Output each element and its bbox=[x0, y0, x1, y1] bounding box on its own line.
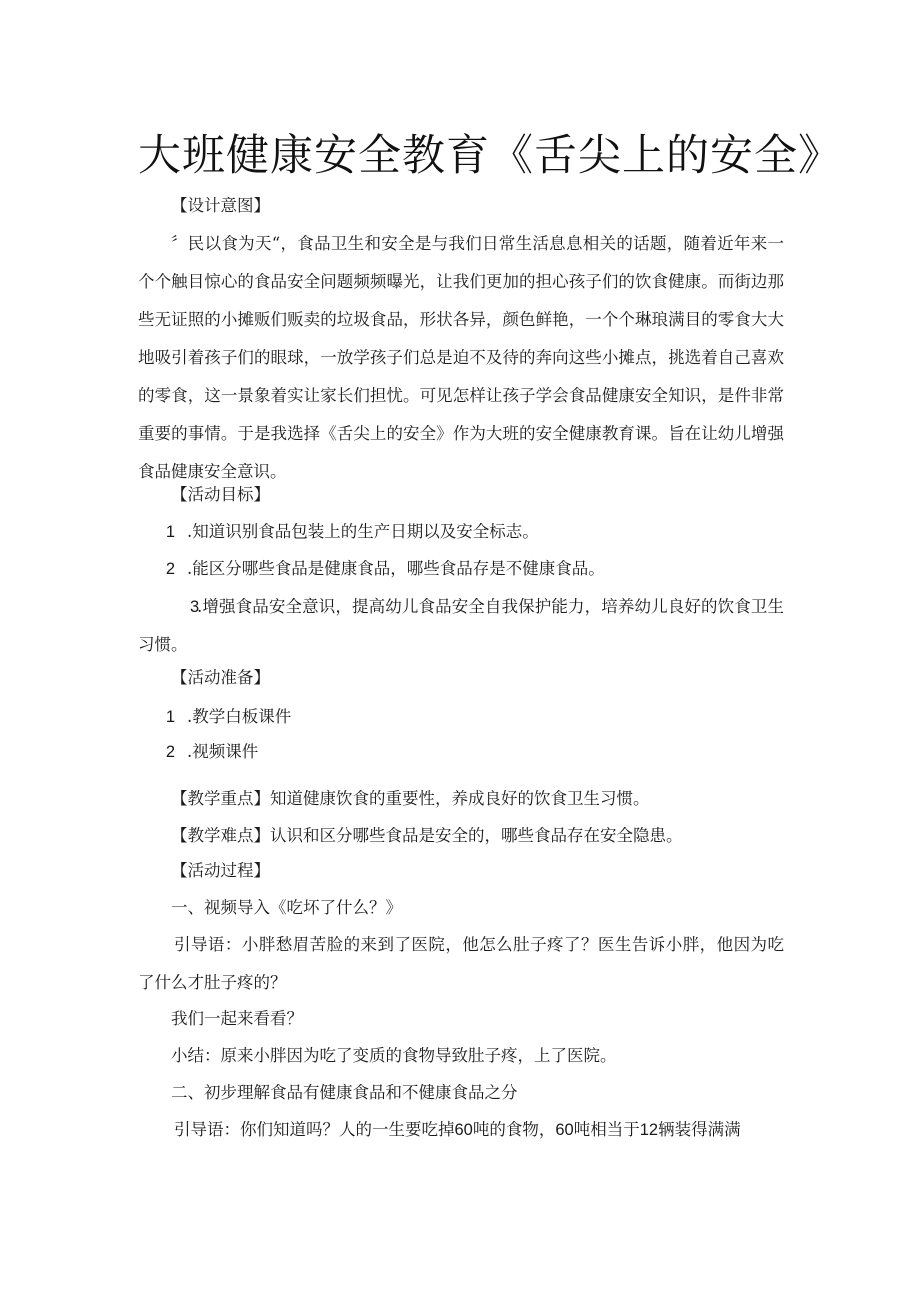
section2-intro-text: 吨相当于 bbox=[573, 1120, 640, 1139]
preparation-item bbox=[154, 698, 800, 736]
goal-text: .能区分哪些食品是健康食品，哪些食品存是不健康食品。 bbox=[187, 559, 605, 578]
section2-intro-text: 辆装得满满 bbox=[658, 1120, 741, 1139]
key-point-label: 【教学重点】 bbox=[171, 789, 270, 808]
process-heading: 【活动过程】 bbox=[171, 861, 270, 880]
section2-intro-text: 吨的食物， bbox=[472, 1120, 556, 1139]
preparation-text: .教学白板课件 bbox=[187, 707, 292, 726]
section2-intro-text: 引导语：你们知道吗？人的一生要吃掉 bbox=[174, 1120, 455, 1139]
section1-question: 我们一起来看看？ bbox=[171, 1009, 303, 1028]
section2-intro-number: 60 bbox=[555, 1121, 574, 1139]
page-title: 大班健康安全教育《舌尖上的安全》 bbox=[138, 131, 842, 181]
goal-number: 3 bbox=[190, 598, 200, 616]
section2-title: 二、初步理解食品有健康食品和不健康食品之分 bbox=[171, 1083, 518, 1102]
preparation-text: .视频课件 bbox=[187, 742, 259, 761]
goal-number: 2 bbox=[165, 560, 176, 578]
section1-intro: 引导语：小胖愁眉苦脸的来到了医院，他怎么肚子疼了？医生告诉小胖，他因为吃了什么才肚子疼的？ bbox=[138, 935, 784, 992]
preparation-heading: 【活动准备】 bbox=[171, 668, 270, 687]
section1-title: 一、视频导入《吃坏了什么？》 bbox=[171, 898, 402, 917]
goal-item bbox=[138, 588, 784, 664]
design-intent-paragraph: 〞民以食为天“，食品卫生和安全是与我们日常生活息息相关的话题，随着近年来一个个触目惊心的食品安全问题频频曝光，让我们更加的担心孩子们的饮食健康。而街边那些无证照的小摊贩们贩卖的垃圾食品，形状各异，颜色鲜艳，一个个琳琅满目的零食大大地吸引着孩子们的眼球，一放学孩子们总是迫不及待的奔向这些小摊点，挑选着自己喜欢的零食，这一景象着实让家长们担忧。可见怎样让孩子学会食品健康安全知识，是件非常重要的事情。于是我选择《舌尖上的安全》作为大班的安全健康教育课。旨在让幼儿增强食品健康安全意识。 bbox=[138, 234, 784, 481]
goal-text: .增强食品安全意识，提高幼儿食品安全自我保护能力，培养幼儿良好的饮食卫生习惯。 bbox=[138, 597, 784, 654]
goal-item bbox=[154, 513, 800, 551]
difficulty-label: 【教学难点】 bbox=[171, 826, 270, 845]
section2-intro-number: 12 bbox=[639, 1121, 659, 1139]
goals-heading: 【活动目标】 bbox=[171, 485, 270, 504]
preparation-item bbox=[154, 733, 800, 771]
key-point-line bbox=[138, 780, 784, 818]
goal-text: .知道识别食品包装上的生产日期以及安全标志。 bbox=[187, 522, 539, 541]
goal-number: 1 bbox=[165, 523, 176, 541]
preparation-number: 2 bbox=[165, 743, 176, 761]
difficulty-text: 认识和区分哪些食品是安全的，哪些食品存在安全隐患。 bbox=[270, 826, 683, 845]
section2-intro-number: 60 bbox=[454, 1121, 473, 1139]
section2-intro bbox=[138, 1111, 784, 1149]
goal-item bbox=[154, 550, 800, 588]
preparation-number: 1 bbox=[165, 708, 176, 726]
key-point-text: 知道健康饮食的重要性，养成良好的饮食卫生习惯。 bbox=[270, 789, 650, 808]
difficulty-line bbox=[138, 817, 784, 855]
section1-summary: 小结：原来小胖因为吃了变质的食物导致肚子疼，上了医院。 bbox=[171, 1046, 617, 1065]
design-intent-heading: 【设计意图】 bbox=[171, 196, 270, 215]
